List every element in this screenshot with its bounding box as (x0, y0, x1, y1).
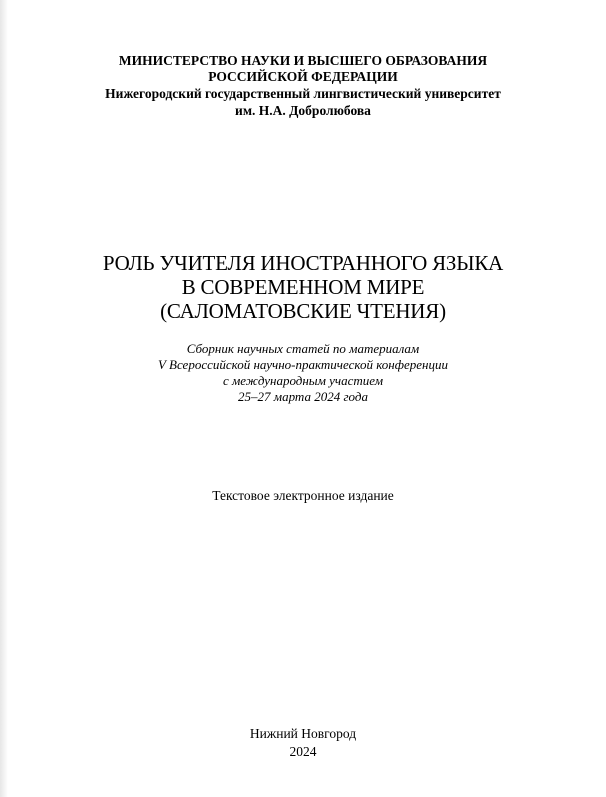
university-line: Нижегородский государственный лингвистический университет (105, 86, 501, 101)
ministry-line-2: РОССИЙСКОЙ ФЕДЕРАЦИИ (208, 69, 398, 84)
subtitle-line-3: с международным участием (222, 373, 384, 388)
publication-city: Нижний Новгород (249, 726, 357, 741)
title-line-1: РОЛЬ УЧИТЕЛЯ ИНОСТРАННОГО ЯЗЫКА (102, 251, 504, 275)
university-name-line: им. Н.А. Добролюбова (235, 103, 371, 118)
publication-year: 2024 (289, 744, 317, 759)
title-line-3: (САЛОМАТОВСКИЕ ЧТЕНИЯ) (160, 299, 446, 323)
conference-dates: 25–27 марта 2024 года (238, 389, 368, 404)
ministry-line-1: МИНИСТЕРСТВО НАУКИ И ВЫСШЕГО ОБРАЗОВАНИЯ (118, 53, 488, 68)
edition-type: Текстовое электронное издание (212, 488, 394, 503)
title-line-2: В СОВРЕМЕННОМ МИРЕ (181, 275, 425, 299)
subtitle-line-1: Сборник научных статей по материалам (186, 341, 420, 356)
subtitle-line-2: V Всероссийской научно-практической конференции (158, 357, 448, 372)
